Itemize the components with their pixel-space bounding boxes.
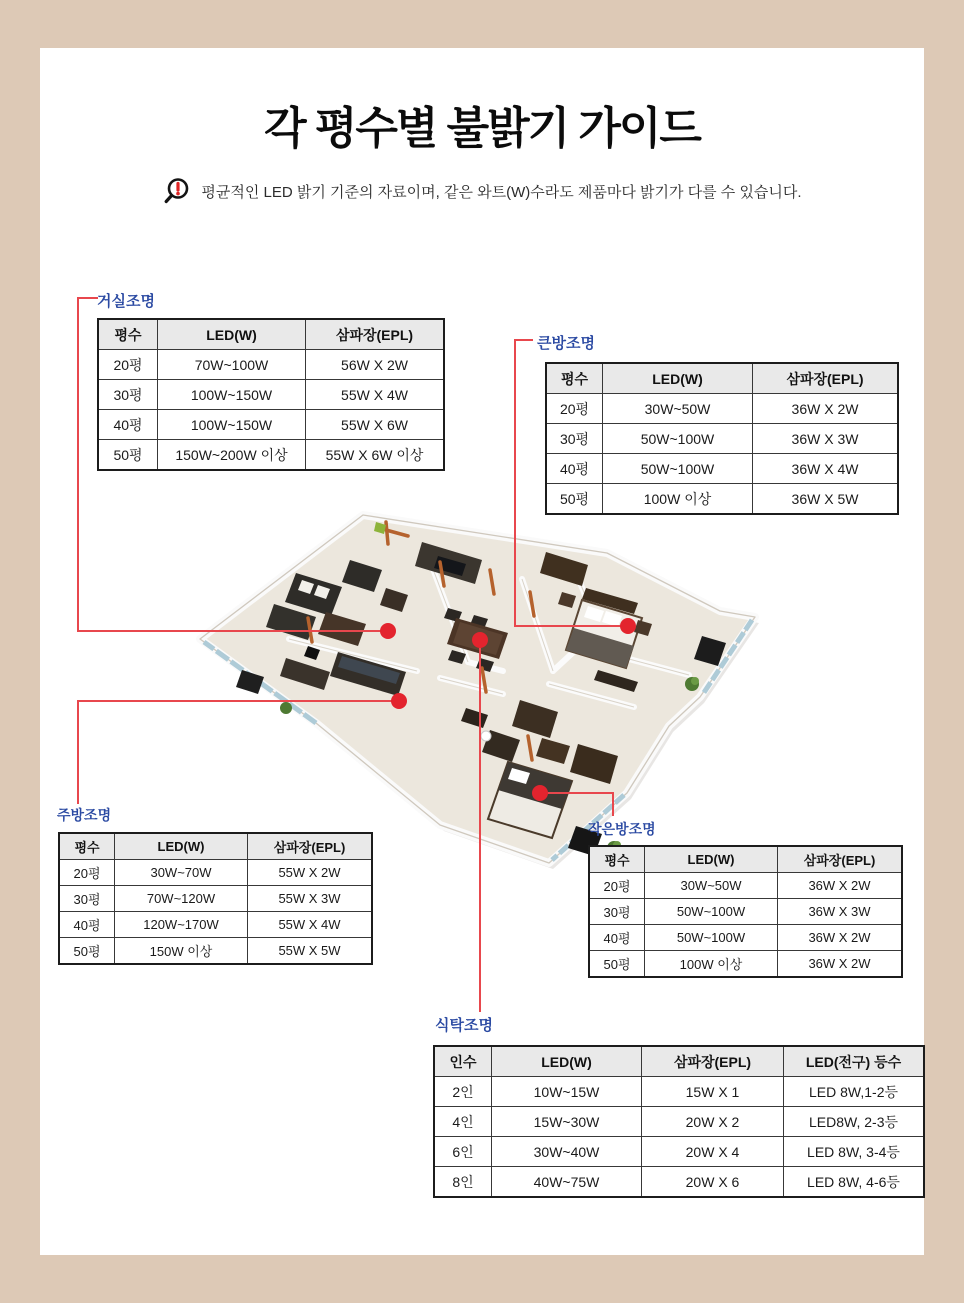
- table-cell: 36W X 5W: [753, 484, 899, 515]
- column-header: LED(W): [158, 319, 306, 350]
- table-row: [546, 424, 898, 454]
- column-header: 삼파장(EPL): [753, 363, 899, 394]
- column-header: 인수: [434, 1046, 492, 1077]
- table-cell: 20평: [98, 350, 158, 380]
- table-cell: 30W~50W: [645, 873, 778, 899]
- table-row: [546, 394, 898, 424]
- table-cell: 50W~100W: [645, 899, 778, 925]
- table-row: [98, 440, 444, 471]
- table-row: [589, 873, 902, 899]
- table-cell: 120W~170W: [115, 912, 248, 938]
- table-cell: 2인: [434, 1077, 492, 1107]
- column-header: 평수: [589, 846, 645, 873]
- table-row: [98, 410, 444, 440]
- table-cell: 20W X 4: [642, 1137, 784, 1167]
- table-row: [434, 1077, 924, 1107]
- table-cell: 30W~40W: [492, 1137, 642, 1167]
- table-cell: LED 8W, 3-4등: [784, 1137, 925, 1167]
- table-cell: 20W X 6: [642, 1167, 784, 1198]
- small-room-table: [588, 845, 903, 978]
- column-header: LED(W): [115, 833, 248, 860]
- column-header: LED(W): [492, 1046, 642, 1077]
- column-header: LED(W): [645, 846, 778, 873]
- page-title: 각 평수별 불밝기 가이드: [264, 104, 700, 153]
- table-cell: 56W X 2W: [306, 350, 445, 380]
- table-header-row: [589, 846, 902, 873]
- table-cell: 50W~100W: [603, 424, 753, 454]
- big-room-table: [545, 362, 899, 515]
- table-cell: 50평: [589, 951, 645, 978]
- table-row: [589, 951, 902, 978]
- table-cell: 55W X 6W 이상: [306, 440, 445, 471]
- table-row: [434, 1137, 924, 1167]
- table-row: [546, 484, 898, 515]
- table-cell: LED8W, 2-3등: [784, 1107, 925, 1137]
- table-cell: LED 8W,1-2등: [784, 1077, 925, 1107]
- table-cell: 36W X 2W: [778, 873, 903, 899]
- column-header: 삼파장(EPL): [248, 833, 373, 860]
- table-cell: 30W~50W: [603, 394, 753, 424]
- table-cell: 40평: [546, 454, 603, 484]
- living-room-table: [97, 318, 445, 471]
- column-header: LED(전구) 등수: [784, 1046, 925, 1077]
- table-cell: 55W X 4W: [248, 912, 373, 938]
- table-cell: 36W X 4W: [753, 454, 899, 484]
- table-row: [546, 454, 898, 484]
- table-cell: 55W X 3W: [248, 886, 373, 912]
- table-cell: 30평: [59, 886, 115, 912]
- table-cell: 100W 이상: [645, 951, 778, 978]
- table-cell: 15W~30W: [492, 1107, 642, 1137]
- table-row: [98, 380, 444, 410]
- table-header-row: [59, 833, 372, 860]
- table-cell: 6인: [434, 1137, 492, 1167]
- column-header: 평수: [59, 833, 115, 860]
- table-cell: 30W~70W: [115, 860, 248, 886]
- table-row: [434, 1167, 924, 1198]
- table-cell: 36W X 2W: [778, 951, 903, 978]
- table-cell: 20W X 2: [642, 1107, 784, 1137]
- table-cell: 8인: [434, 1167, 492, 1198]
- table-cell: 20평: [589, 873, 645, 899]
- column-header: 평수: [98, 319, 158, 350]
- living-room-table-label: 거실조명: [97, 293, 155, 310]
- table-row: [59, 886, 372, 912]
- table-row: [98, 350, 444, 380]
- kitchen-table: [58, 832, 373, 965]
- table-cell: 70W~100W: [158, 350, 306, 380]
- table-header-row: [434, 1046, 924, 1077]
- dining-table: [433, 1045, 925, 1198]
- table-cell: 36W X 3W: [778, 899, 903, 925]
- table-row: [589, 925, 902, 951]
- table-cell: 55W X 5W: [248, 938, 373, 965]
- table-cell: 36W X 2W: [753, 394, 899, 424]
- table-cell: 20평: [546, 394, 603, 424]
- table-cell: 4인: [434, 1107, 492, 1137]
- dining-table-label: 식탁조명: [435, 1017, 493, 1034]
- table-row: [589, 899, 902, 925]
- table-cell: LED 8W, 4-6등: [784, 1167, 925, 1198]
- table-cell: 70W~120W: [115, 886, 248, 912]
- table-cell: 36W X 3W: [753, 424, 899, 454]
- table-cell: 150W 이상: [115, 938, 248, 965]
- kitchen-table-label: 주방조명: [57, 807, 112, 823]
- table-cell: 55W X 2W: [248, 860, 373, 886]
- table-cell: 15W X 1: [642, 1077, 784, 1107]
- small-room-table-label: 작은방조명: [588, 821, 656, 837]
- table-cell: 10W~15W: [492, 1077, 642, 1107]
- column-header: 평수: [546, 363, 603, 394]
- table-cell: 55W X 6W: [306, 410, 445, 440]
- table-cell: 40평: [98, 410, 158, 440]
- table-row: [434, 1107, 924, 1137]
- table-row: [59, 912, 372, 938]
- table-cell: 36W X 2W: [778, 925, 903, 951]
- table-cell: 30평: [589, 899, 645, 925]
- big-room-table-label: 큰방조명: [537, 335, 595, 352]
- notice-bar: [40, 176, 924, 206]
- magnifier-alert-icon: [162, 176, 192, 206]
- notice-text: 평균적인 LED 밝기 기준의 자료이며, 같은 와트(W)수라도 제품마다 밝기가 다를 수 있습니다.: [201, 183, 802, 201]
- table-cell: 100W~150W: [158, 380, 306, 410]
- table-cell: 150W~200W 이상: [158, 440, 306, 471]
- table-cell: 55W X 4W: [306, 380, 445, 410]
- table-row: [59, 938, 372, 965]
- column-header: LED(W): [603, 363, 753, 394]
- table-cell: 40평: [589, 925, 645, 951]
- table-cell: 100W 이상: [603, 484, 753, 515]
- table-header-row: [98, 319, 444, 350]
- column-header: 삼파장(EPL): [778, 846, 903, 873]
- table-cell: 50평: [98, 440, 158, 471]
- table-cell: 40평: [59, 912, 115, 938]
- table-header-row: [546, 363, 898, 394]
- table-cell: 50W~100W: [603, 454, 753, 484]
- column-header: 삼파장(EPL): [642, 1046, 784, 1077]
- table-cell: 40W~75W: [492, 1167, 642, 1198]
- table-cell: 100W~150W: [158, 410, 306, 440]
- column-header: 삼파장(EPL): [306, 319, 445, 350]
- table-cell: 30평: [546, 424, 603, 454]
- table-cell: 50평: [59, 938, 115, 965]
- table-cell: 50W~100W: [645, 925, 778, 951]
- table-cell: 30평: [98, 380, 158, 410]
- table-cell: 50평: [546, 484, 603, 515]
- table-row: [59, 860, 372, 886]
- table-cell: 20평: [59, 860, 115, 886]
